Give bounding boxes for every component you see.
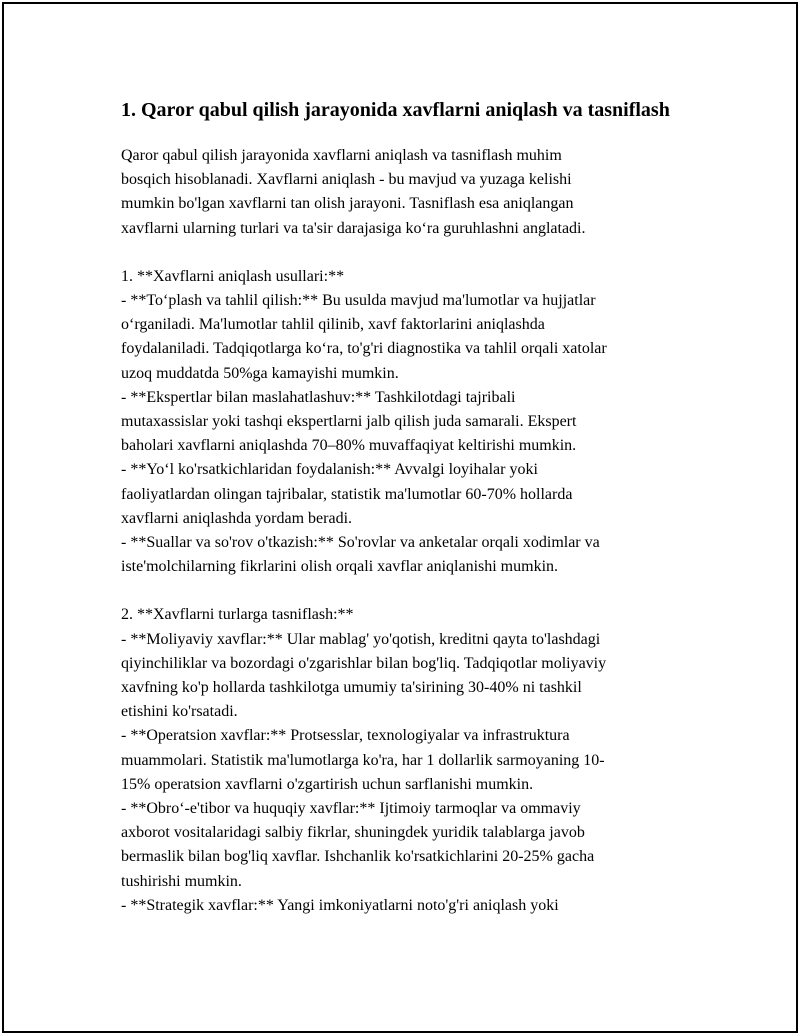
document-title: 1. Qaror qabul qilish jarayonida xavflarni aniqlash va tasniflash [121,99,670,121]
intro-paragraph: Qaror qabul qilish jarayonida xavflarni aniqlash va tasniflash muhim bosqich hisoblanadi. Xavflarni aniqlash - bu mavjud va yuzaga kelishi mumkin bo'lgan xavflarni tan olish jarayoni. Tasniflash esa aniqlangan xavflarni ularning turlari va ta'sir darajasiga ko‘ra guruhlashni anglatadi. [121,147,586,237]
document-page [2,2,798,1033]
section-risk-classification: 2. **Xavflarni turlarga tasniflash:** - **Moliyaviy xavflar:** Ular mablag' yo'qotish, kreditni qayta to'lashdagi qiyinchiliklar va bozordagi o'zgarishlar bilan bog'liq. Tadqiqotlar moliyaviy xavfning ko'p hollarda tashkilotga umumiy ta'sirining 30-40% ni tashkil etishini ko'rsatadi. - **Operatsion xavflar:** Protsesslar, texnologiyalar va infrastruktura muammolari. Statistik ma'lumotlarga ko'ra, har 1 dollarlik sarmoyaning 10- 15% operatsion xavflarni o'zgartirish uchun sarflanishi mumkin. - **Obro‘-e'tibor va huquqiy xavflar:** Ijtimoiy tarmoqlar va ommaviy axborot vositalaridagi salbiy fikrlar, shuningdek yuridik talablarga javob bermaslik bilan bog'liq xavflar. Ishchanlik ko'rsatkichlarini 20-25% gacha tushirishi mumkin. - **Strategik xavflar:** Yangi imkoniyatlarni noto'g'ri aniqlash yoki [121,606,607,914]
section-risk-identification-methods: 1. **Xavflarni aniqlash usullari:** - **To‘plash va tahlil qilish:** Bu usulda mavjud ma'lumotlar va hujjatlar o‘rganiladi. Ma'lumotlar tahlil qilinib, xavf faktorlarini aniqlashda foydalaniladi. Tadqiqotlarga ko‘ra, to'g'ri diagnostika va tahlil orqali xatolar uzoq muddatda 50%ga kamayishi mumkin. - **Ekspertlar bilan maslahatlashuv:** Tashkilotdagi tajribali mutaxassislar yoki tashqi ekspertlarni jalb qilish juda samarali. Ekspert baholari xavflarni aniqlashda 70–80% muvaffaqiyat keltirishi mumkin. - **Yo‘l ko'rsatkichlaridan foydalanish:** Avvalgi loyihalar yoki faoliyatlardan olingan tajribalar, statistik ma'lumotlar 60-70% hollarda xavflarni aniqlashda yordam beradi. - **Suallar va so'rov o'tkazish:** So'rovlar va anketalar orqali xodimlar va iste'molchilarning fikrlarini olish orqali xavflar aniqlanishi mumkin. [121,267,607,576]
document-content [121,96,691,918]
